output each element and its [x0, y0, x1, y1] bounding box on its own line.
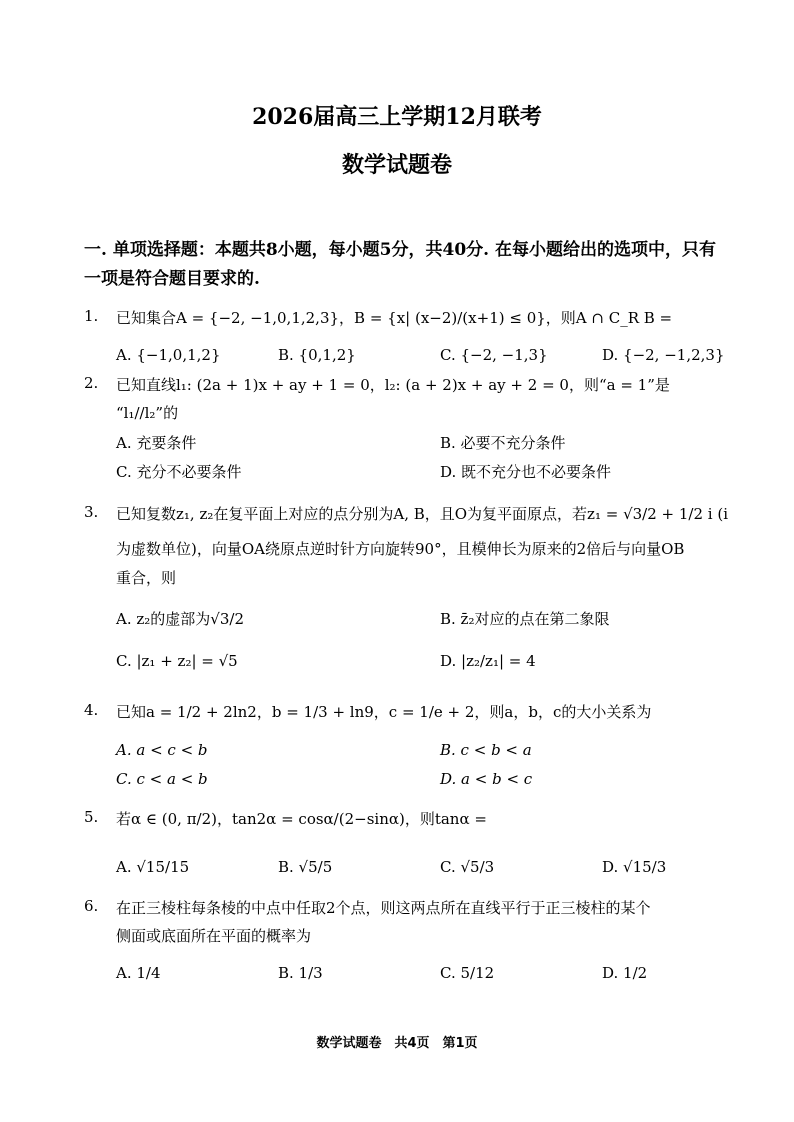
- option-d: D. 1/2: [602, 964, 648, 982]
- option-b: B. √5/5: [278, 858, 333, 876]
- question-text-continued: “l₁//l₂”的: [116, 404, 179, 422]
- question-number: 2.: [84, 374, 99, 392]
- option-a: A. {−1,0,1,2}: [116, 346, 221, 364]
- question-text: 已知直线l₁: (2a + 1)x + ay + 1 = 0，l₂: (a + 2)x + ay + 2 = 0，则“a = 1”是: [116, 376, 670, 394]
- question-text: 已知集合A = {−2, −1,0,1,2,3}，B = {x| (x−2)/(x+1) ≤ 0}，则A ∩ C_R B =: [116, 309, 673, 327]
- question-number: 5.: [84, 808, 99, 826]
- option-a: A. a < c < b: [116, 741, 208, 759]
- exam-subtitle: 数学试题卷: [341, 152, 452, 178]
- option-d: D. 既不充分也不必要条件: [440, 463, 612, 481]
- question-text-continued: 重合，则: [116, 569, 177, 587]
- option-c: C. 5/12: [440, 964, 495, 982]
- option-c: C. 充分不必要条件: [116, 463, 242, 481]
- option-d: D. √15/3: [602, 858, 667, 876]
- question-number: 4.: [84, 701, 99, 719]
- option-b: B. 1/3: [278, 964, 323, 982]
- option-c: C. |z₁ + z₂| = √5: [116, 652, 238, 670]
- option-a: A. 充要条件: [116, 434, 197, 452]
- page-footer: 数学试题卷 共4页 第1页: [316, 1036, 478, 1051]
- option-d: D. |z₂/z₁| = 4: [440, 652, 536, 670]
- option-b: B. {0,1,2}: [278, 346, 356, 364]
- section-heading: 一. 单项选择题：本题共8小题，每小题5分，共40分. 在每小题给出的选项中，只有一项是符合题目要求的.: [84, 240, 716, 289]
- question-text: 已知复数z₁, z₂在复平面上对应的点分别为A, B，且O为复平面原点，若z₁ = √3/2 + 1/2 i (i: [116, 505, 729, 523]
- option-b: B. z̄₂对应的点在第二象限: [440, 610, 610, 628]
- option-b: B. c < b < a: [440, 741, 532, 759]
- question-number: 6.: [84, 897, 99, 915]
- option-b: B. 必要不充分条件: [440, 434, 566, 452]
- question-text: 已知a = 1/2 + 2ln2，b = 1/3 + ln9，c = 1/e + 2，则a，b，c的大小关系为: [116, 703, 652, 721]
- question-text-continued: 为虚数单位)，向量OA绕原点逆时针方向旋转90°，且模伸长为原来的2倍后与向量OB: [116, 540, 685, 558]
- question-text-continued: 侧面或底面所在平面的概率为: [116, 927, 312, 945]
- option-c: C. {−2, −1,3}: [440, 346, 548, 364]
- question-number: 1.: [84, 307, 99, 325]
- option-a: A. √15/15: [116, 858, 190, 876]
- exam-title: 2026届高三上学期12月联考: [252, 104, 542, 130]
- option-c: C. √5/3: [440, 858, 495, 876]
- option-c: C. c < a < b: [116, 770, 208, 788]
- question-text: 在正三棱柱每条棱的中点中任取2个点，则这两点所在直线平行于正三棱柱的某个: [116, 899, 651, 917]
- option-a: A. 1/4: [116, 964, 161, 982]
- question-text: 若α ∈ (0, π/2)，tan2α = cosα/(2−sinα)，则tanα =: [116, 810, 487, 828]
- option-d: D. a < b < c: [440, 770, 533, 788]
- question-number: 3.: [84, 503, 99, 521]
- option-a: A. z₂的虚部为√3/2: [116, 610, 244, 628]
- option-d: D. {−2, −1,2,3}: [602, 346, 725, 364]
